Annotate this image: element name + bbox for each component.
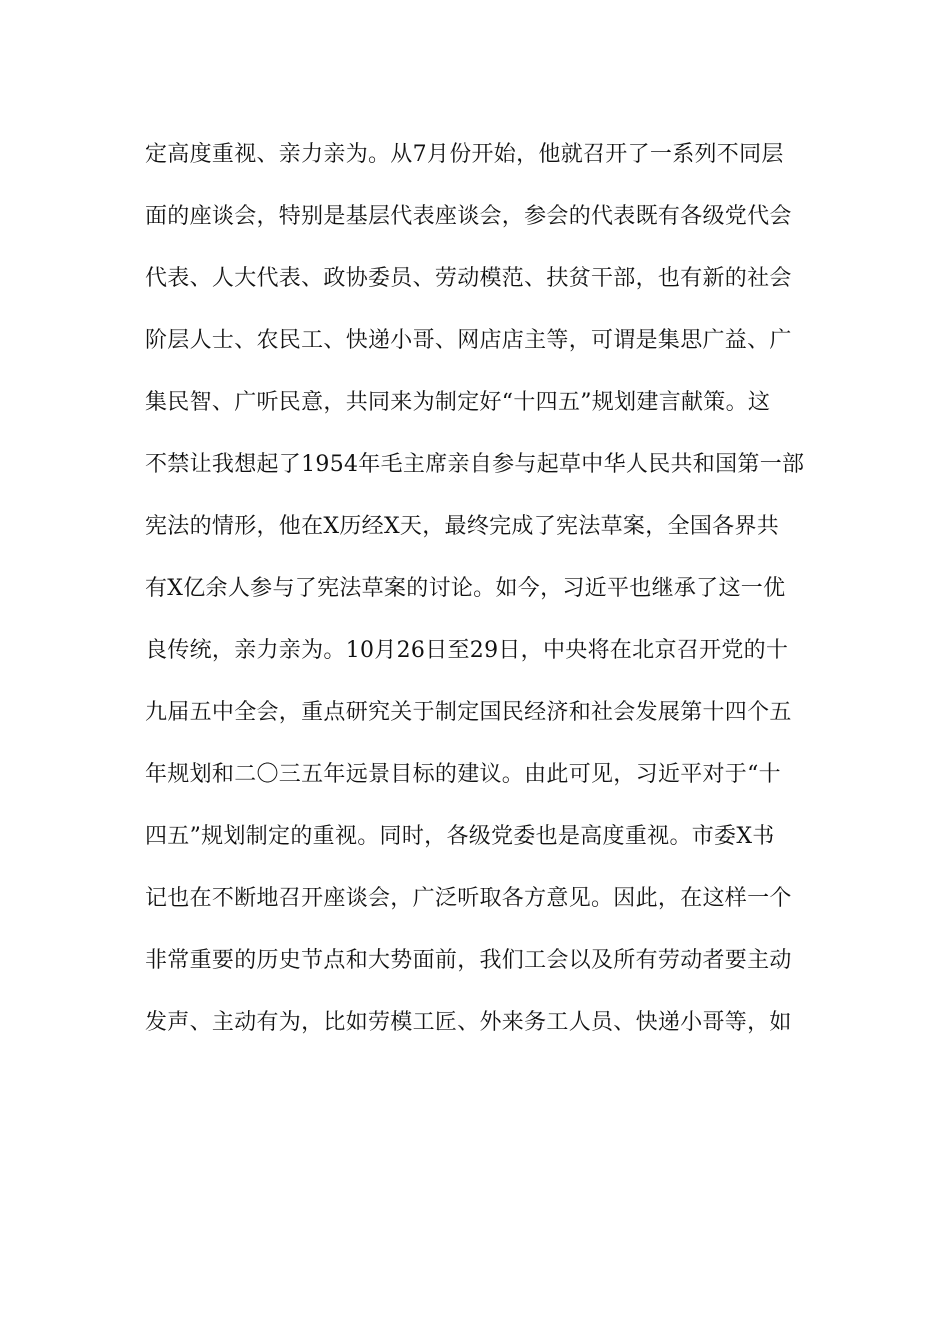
text-line: 四五”规划制定的重视。同时，各级党委也是高度重视。市委X书 (145, 824, 775, 849)
text-line: 九届五中全会，重点研究关于制定国民经济和社会发展第十四个五 (145, 700, 792, 725)
text-line: 年规划和二〇三五年远景目标的建议。由此可见，习近平对于“十 (145, 762, 781, 787)
text-line: 宪法的情形，他在X历经X天，最终完成了宪法草案，全国各界共 (145, 514, 780, 539)
text-line: 良传统，亲力亲为。10月26日至29日，中央将在北京召开党的十 (145, 638, 789, 663)
text-line: 非常重要的历史节点和大势面前，我们工会以及所有劳动者要主动 (145, 948, 792, 973)
text-line: 有X亿余人参与了宪法草案的讨论。如今，习近平也继承了这一优 (145, 576, 786, 601)
text-line: 定高度重视、亲力亲为。从7月份开始，他就召开了一系列不同层 (145, 142, 784, 167)
text-line: 发声、主动有为，比如劳模工匠、外来务工人员、快递小哥等，如 (145, 1010, 792, 1035)
text-line: 阶层人士、农民工、快递小哥、网店店主等，可谓是集思广益、广 (145, 328, 792, 353)
text-line: 集民智、广听民意，共同来为制定好“十四五”规划建言献策。这 (145, 390, 771, 415)
text-line: 记也在不断地召开座谈会，广泛听取各方意见。因此，在这样一个 (145, 886, 792, 911)
text-line: 面的座谈会，特别是基层代表座谈会，参会的代表既有各级党代会 (145, 204, 792, 229)
body-text (145, 124, 815, 1054)
text-line: 不禁让我想起了1954年毛主席亲自参与起草中华人民共和国第一部 (145, 452, 805, 477)
text-line: 代表、人大代表、政协委员、劳动模范、扶贫干部，也有新的社会 (145, 266, 792, 291)
